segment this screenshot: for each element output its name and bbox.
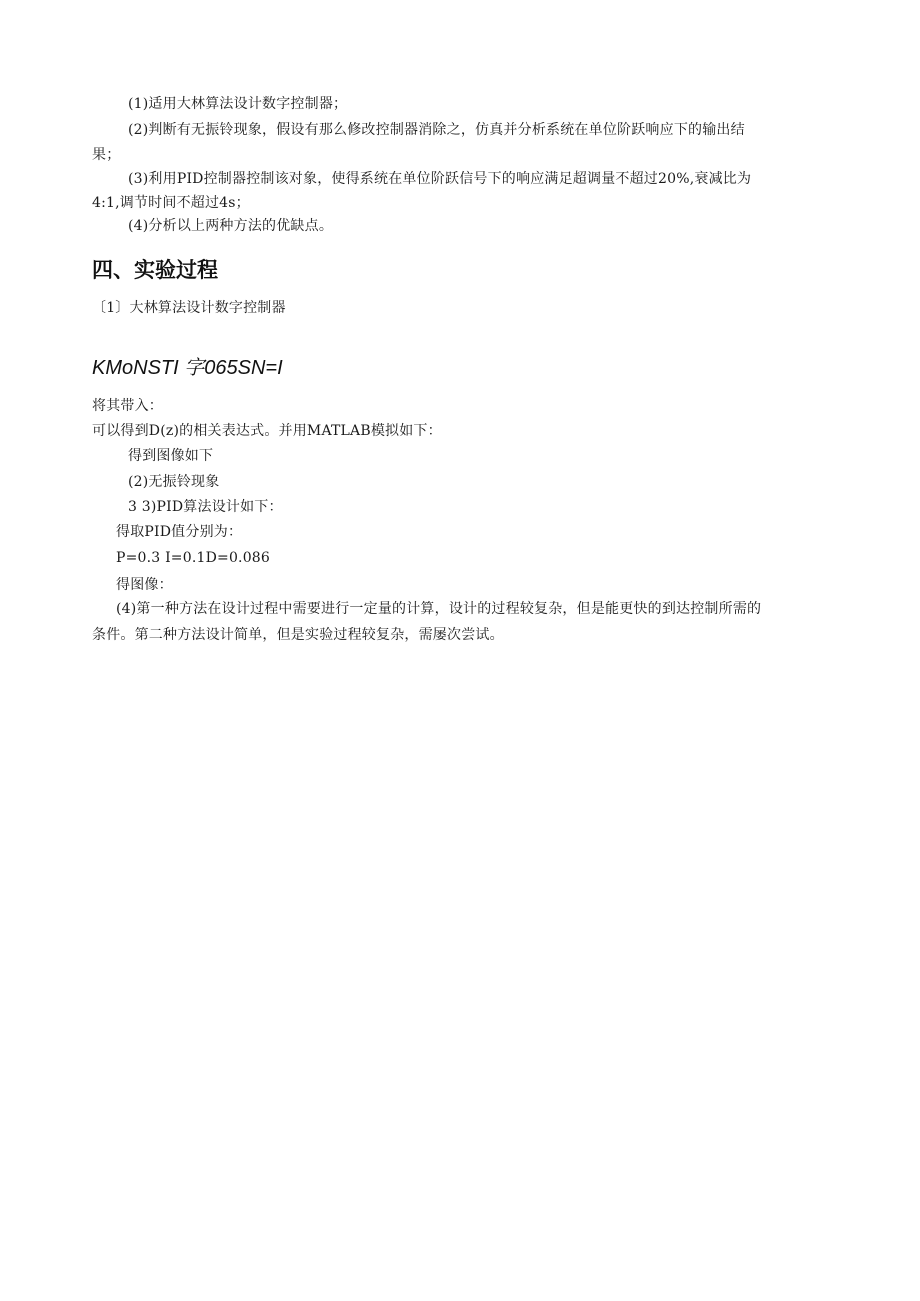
formula-text: KMoNSTI 字065SN=I	[92, 357, 283, 379]
task-item-3-line1: (3)利用PID控制器控制该对象，使得系统在单位阶跃信号下的响应满足超调量不超过20%,衰减比为	[128, 171, 752, 187]
text-line: 3 3)PID算法设计如下：	[128, 499, 283, 515]
task-item-4: (4)分析以上两种方法的优缺点。	[128, 218, 334, 234]
text-line: 可以得到D(z)的相关表达式。并用MATLAB模拟如下：	[92, 423, 442, 439]
task-item-3-line2: 4:1,调节时间不超过4s；	[92, 195, 250, 211]
text-line: 将其带入：	[92, 398, 163, 414]
conclusion-line2: 条件。第二种方法设计简单，但是实验过程较复杂，需屡次尝试。	[92, 627, 504, 643]
text-line: (2)无振铃现象	[128, 474, 220, 490]
task-item-2-line2: 果；	[92, 147, 121, 163]
subsection-title: 〔1〕大林算法设计数字控制器	[92, 300, 286, 316]
text-line: 得图像：	[116, 577, 173, 593]
section-heading: 四、实验过程	[92, 258, 218, 282]
conclusion-line1: (4)第一种方法在设计过程中需要进行一定量的计算，设计的过程较复杂，但是能更快的到达控制所需的	[116, 601, 762, 617]
pid-parameters: P=0.3 I=0.1D=0.086	[116, 550, 271, 566]
text-line: 得到图像如下	[128, 448, 214, 464]
text-line: 得取PID值分别为：	[116, 524, 243, 540]
task-item-2-line1: (2)判断有无振铃现象，假设有那么修改控制器消除之，仿真并分析系统在单位阶跃响应下的输出结	[128, 122, 745, 138]
task-item-1: (1)适用大林算法设计数字控制器；	[128, 96, 348, 112]
